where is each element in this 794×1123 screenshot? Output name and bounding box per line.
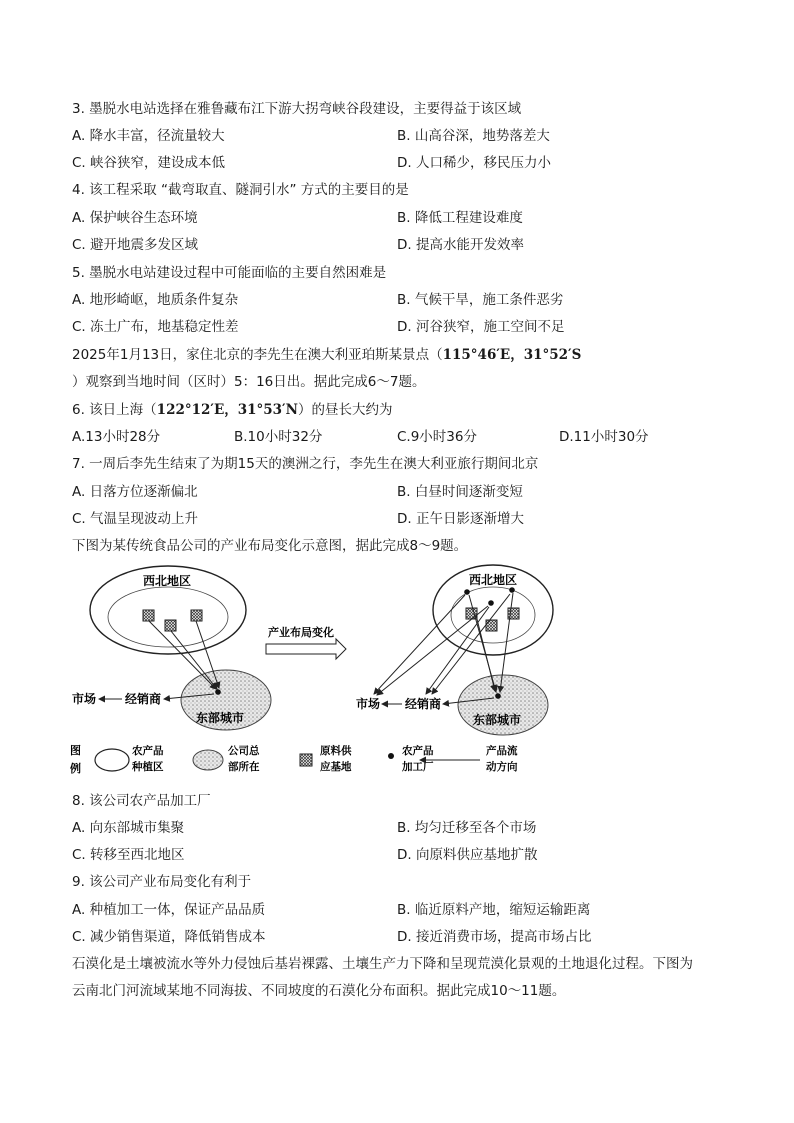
right-factory-3 [509, 587, 515, 593]
right-factory-2 [488, 600, 494, 606]
q8-option-d: D. 向原料供应基地扩散 [397, 847, 538, 863]
q8-option-c: C. 转移至西北地区 [72, 847, 185, 863]
q3-option-d: D. 人口稀少，移民压力小 [397, 155, 551, 171]
q6-option-a: A.13小时28分 [72, 429, 161, 445]
legend-farm-text-2: 种植区 [132, 761, 164, 773]
legend-factory-text-1: 农产品 [402, 745, 434, 757]
industry-layout-diagram [68, 560, 728, 790]
change-label: 产业布局变化 [268, 626, 334, 639]
intro-10-11-line2: 云南北门河流域某地不同海拔、不同坡度的石漠化分布面积。据此完成10～11题。 [72, 983, 566, 999]
q6-stem-post: ）的昼长大约为 [297, 402, 393, 418]
right-factory-city [495, 693, 501, 699]
q5-option-d: D. 河谷狭窄，施工空间不足 [397, 319, 565, 335]
q4-option-c: C. 避开地震多发区域 [72, 237, 199, 253]
legend-flow-text-1: 产品流 [486, 745, 518, 757]
q3-option-a: A. 降水丰富，径流量较大 [72, 128, 225, 144]
legend-farm-symbol [95, 749, 129, 771]
intro-6-7-line1 [72, 343, 581, 363]
right-market-label: 市场 [356, 697, 381, 711]
legend-factory-text-2: 加工厂 [402, 761, 434, 773]
q5-stem: 5. 墨脱水电站建设过程中可能面临的主要自然困难是 [72, 265, 387, 281]
q7-option-a: A. 日落方位逐渐偏北 [72, 484, 198, 500]
legend-base-text-1: 原料供 [320, 745, 352, 757]
intro-6-7-line2: ）观察到当地时间（区时）5：16日出。据此完成6～7题。 [72, 374, 426, 390]
q7-stem: 7. 一周后李先生结束了为期15天的澳洲之行，李先生在澳大利亚旅行期间北京 [72, 456, 539, 472]
q7-option-b: B. 白昼时间逐渐变短 [397, 484, 523, 500]
left-factory [215, 689, 221, 695]
intro-10-11-line1: 石漠化是土壤被流水等外力侵蚀后基岩裸露、土壤生产力下降和呈现荒漠化景观的土地退化过程。下图为 [72, 956, 693, 972]
perth-coordinates: 115°46′E，31°52′S [442, 347, 582, 363]
q8-stem: 8. 该公司农产品加工厂 [72, 793, 211, 809]
q5-option-c: C. 冻土广布，地基稳定性差 [72, 319, 239, 335]
legend-hq-text-2: 部所在 [228, 761, 260, 773]
shanghai-coordinates: 122°12′E，31°53′N [156, 402, 298, 418]
q7-option-c: C. 气温呈现波动上升 [72, 511, 199, 527]
right-flow-nw2-market [377, 606, 488, 695]
left-northwest-label: 西北地区 [143, 574, 192, 588]
q3-option-b: B. 山高谷深，地势落差大 [397, 128, 550, 144]
left-east-city-label: 东部城市 [196, 711, 245, 725]
right-factory-1 [464, 589, 470, 595]
q6-stem-pre: 6. 该日上海（ [72, 402, 157, 418]
right-dealer-label: 经销商 [405, 697, 442, 711]
q7-option-d: D. 正午日影逐渐增大 [397, 511, 524, 527]
intro-6-7-text: 2025年1月13日，家住北京的李先生在澳大利亚珀斯某景点（ [72, 347, 443, 363]
q4-option-b: B. 降低工程建设难度 [397, 210, 523, 226]
q6-option-b: B.10小时32分 [234, 429, 323, 445]
q3-option-c: C. 峡谷狭窄，建设成本低 [72, 155, 226, 171]
q9-option-d: D. 接近消费市场，提高市场占比 [397, 929, 592, 945]
legend-base-symbol [300, 754, 312, 766]
q5-option-b: B. 气候干旱，施工条件恶劣 [397, 292, 564, 308]
legend-factory-symbol [388, 753, 394, 759]
left-base-1 [143, 610, 154, 621]
q8-option-a: A. 向东部城市集聚 [72, 820, 185, 836]
right-northwest-label: 西北地区 [469, 573, 518, 587]
q9-option-a: A. 种植加工一体，保证产品品质 [72, 902, 266, 918]
legend-hq-symbol [193, 750, 223, 770]
legend-base-text-2: 应基地 [320, 761, 352, 773]
left-dealer-label: 经销商 [125, 692, 162, 706]
q5-option-a: A. 地形崎岖，地质条件复杂 [72, 292, 239, 308]
right-flow-nw1-market [374, 595, 465, 694]
q6-option-d: D.11小时30分 [559, 429, 649, 445]
left-base-2 [165, 620, 176, 631]
change-arrow [266, 639, 346, 659]
q4-option-d: D. 提高水能开发效率 [397, 237, 524, 253]
q4-stem: 4. 该工程采取 “截弯取直、隧洞引水” 方式的主要目的是 [72, 182, 409, 198]
left-flow-arrow-1 [149, 621, 216, 689]
q9-option-c: C. 减少销售渠道，降低销售成本 [72, 929, 266, 945]
left-farm-zone [108, 587, 228, 647]
q9-option-b: B. 临近原料产地，缩短运输距离 [397, 902, 591, 918]
legend-title-2: 例 [70, 762, 81, 775]
right-base-2 [486, 620, 497, 631]
q6-option-c: C.9小时36分 [397, 429, 477, 445]
q8-option-b: B. 均匀迁移至各个市场 [397, 820, 537, 836]
legend-farm-text-1: 农产品 [132, 745, 164, 757]
q4-option-a: A. 保护峡谷生态环境 [72, 210, 198, 226]
right-east-city-label: 东部城市 [473, 713, 522, 727]
legend-hq-text-1: 公司总 [228, 745, 260, 757]
q3-stem: 3. 墨脱水电站选择在雅鲁藏布江下游大拐弯峡谷段建设，主要得益于该区域 [72, 101, 522, 117]
legend-flow-text-2: 动方向 [486, 761, 518, 773]
left-base-3 [191, 610, 202, 621]
left-market-label: 市场 [72, 692, 97, 706]
intro-8-9: 下图为某传统食品公司的产业布局变化示意图，据此完成8～9题。 [72, 538, 468, 554]
q6-stem [72, 398, 392, 418]
q9-stem: 9. 该公司产业布局变化有利于 [72, 874, 252, 890]
legend-title-1: 图 [70, 744, 81, 757]
